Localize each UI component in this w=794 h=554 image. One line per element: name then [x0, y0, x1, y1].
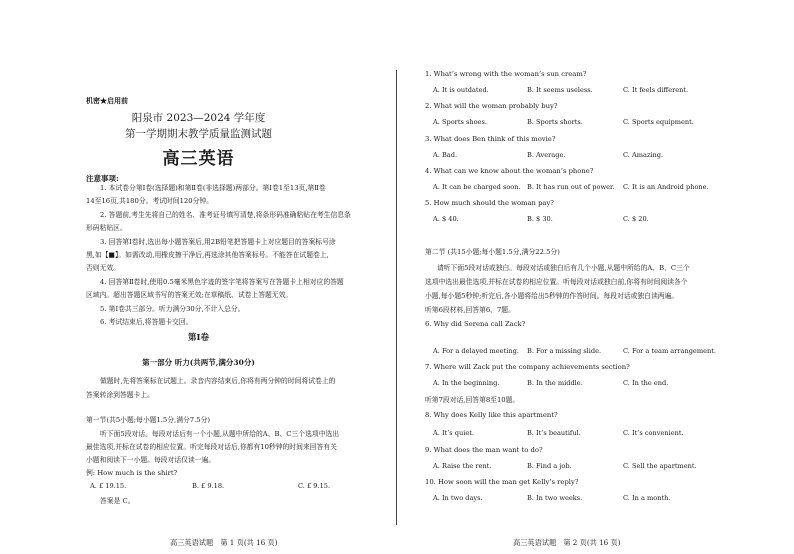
exam-name-title: 第一学期期末教学质量监测试题: [125, 128, 272, 140]
note-2-line-2: 形码粘贴区。: [86, 224, 127, 232]
q6-option-c: C. For a team arrangement.: [623, 347, 716, 355]
section2-intro-line-3: 小题,每小题5秒钟;听完后,各小题将给出5秒钟的作答时间。每段对话或独白读两遍。: [425, 292, 679, 300]
note-3-line-2: 黑,如【■】。如需改动,用橡皮擦干净后,再选涂其他答案标号。不能答在试题卷上,: [86, 251, 329, 259]
example-option-c: C. £ 9.15.: [298, 482, 331, 490]
q10-option-b: B. In two weeks.: [527, 494, 583, 502]
q1-option-c: C. It feels different.: [623, 86, 689, 94]
q5-option-c: C. $ 20.: [623, 215, 649, 223]
q3-option-b: B. Average.: [527, 151, 566, 159]
notes-heading: 注意事项:: [86, 174, 119, 183]
q9-option-a: A. Raise the rent.: [433, 462, 492, 470]
part1-intro-line-2: 答案转涂到答题卡上。: [86, 391, 154, 399]
material-6-instruction: 听第6段材料,回答第6、7题。: [425, 306, 515, 314]
note-1-line-1: 1. 本试卷分第Ⅰ卷(选择题)和第Ⅱ卷(非选择题)两部分。第Ⅰ卷1至13页,第Ⅱ卷: [100, 184, 326, 192]
example-option-a: A. £ 19.15.: [90, 482, 127, 490]
q8-option-b: B. It’s beautiful.: [527, 429, 581, 437]
q4-option-a: A. It can be charged soon.: [433, 183, 521, 191]
q10-option-a: A. In two days.: [433, 494, 483, 502]
page-2-footer: 高三英语试题 第 2 页(共 16 页): [513, 538, 621, 547]
question-1: 1. What’s wrong with the woman’s sun cream?: [425, 70, 587, 78]
q1-option-a: A. It is outdated.: [433, 86, 489, 94]
section2-intro-line-2: 选项中选出最佳选项,并标在试卷的相应位置。听每段对话或独白前,你将有时间阅读各个: [425, 278, 688, 286]
q7-option-b: B. In the middle.: [527, 379, 583, 387]
q9-option-c: C. Sell the apartment.: [623, 462, 697, 470]
question-7: 7. Where will Zack put the company achievements section?: [425, 363, 630, 371]
example-question: 例: How much is the shirt?: [86, 469, 178, 477]
q3-option-a: A. Bad.: [433, 151, 458, 159]
question-6: 6. Why did Serena call Zack?: [425, 320, 526, 328]
note-4-line-1: 4. 回答第Ⅱ卷时,使用0.5毫米黑色字迹的签字笔将答案写在答题卡上相对应的答题: [100, 278, 344, 286]
q7-option-c: C. In the end.: [623, 379, 669, 387]
note-1-line-2: 14至16页,共180分。考试时间120分钟。: [86, 197, 213, 205]
part1-intro-line-1: 做题时,先将答案标在试题上。录音内容结束后,你将有两分钟的时间将试卷上的: [100, 377, 336, 385]
note-2-line-1: 2. 答题前,考生先将自己的姓名、准考证号填写清楚,将条形码准确粘贴在考生信息条: [100, 211, 351, 219]
q6-option-a: A. For a delayed meeting.: [433, 347, 519, 355]
question-8: 8. Why does Kelly like this apartment?: [425, 411, 558, 419]
question-4: 4. What can we know about the woman’s phone?: [425, 167, 594, 175]
section2-heading: 第二节 (共15小题;每小题1.5分,满分22.5分): [425, 248, 560, 256]
q3-option-c: C. Amazing.: [623, 151, 664, 159]
question-5: 5. How much should the woman pay?: [425, 199, 554, 207]
q7-option-a: A. In the beginning.: [433, 379, 500, 387]
question-10: 10. How soon will the man get Kelly’s reply?: [425, 478, 579, 486]
q2-option-c: C. Sports equipment.: [623, 118, 694, 126]
q4-option-b: B. It has run out of power.: [527, 183, 615, 191]
q9-option-b: B. Find a job.: [527, 462, 572, 470]
q2-option-b: B. Sports shorts.: [527, 118, 583, 126]
material-7-instruction: 听第7段对话,回答第8至10题。: [425, 396, 520, 404]
section1-heading: 第一节(共5小题;每小题1.5分,满分7.5分): [86, 416, 211, 424]
q4-option-c: C. It is an Android phone.: [623, 183, 709, 191]
q5-option-b: B. $ 30.: [527, 215, 553, 223]
example-option-b: B. £ 9.18.: [192, 482, 225, 490]
note-5: 5. 第Ⅰ卷共三部分。听力满分30分,不计入总分。: [100, 305, 245, 313]
question-3: 3. What does Ben think of this movie?: [425, 135, 556, 143]
note-3-line-3: 否则无效。: [86, 264, 120, 272]
exam-year-title: 阳泉市 2023—2024 学年度: [131, 112, 266, 124]
note-4-line-2: 区域内。超出答题区域书写的答案无效;在草稿纸、试卷上答题无效。: [86, 291, 293, 299]
subject-title: 高三英语: [162, 149, 235, 169]
q1-option-b: B. It seems useless.: [527, 86, 593, 94]
volume-heading: 第Ⅰ卷: [188, 333, 209, 343]
section1-intro-line-1: 听下面5段对话。每段对话后有一个小题,从题中所给的A、B、C三个选项中选出: [100, 430, 340, 438]
q2-option-a: A. Sports shoes.: [433, 118, 487, 126]
example-answer: 答案是 C。: [100, 497, 135, 505]
page-1-footer: 高三英语试题 第 1 页(共 16 页): [170, 538, 278, 547]
exam-page-2: [397, 0, 794, 554]
section1-intro-line-3: 小题和阅读下一小题。每段对话仅读一遍。: [86, 456, 216, 464]
q8-option-a: A. It’s quiet.: [433, 429, 475, 437]
question-2: 2. What will the woman probably buy?: [425, 102, 558, 110]
part1-heading: 第一部分 听力(共两节,满分30分): [142, 358, 255, 367]
q10-option-c: C. In a month.: [623, 494, 671, 502]
section1-intro-line-2: 最佳选项,并标在试卷的相应位置。听完每段对话后,你都有10秒钟的时间来回答有关: [86, 443, 337, 451]
question-9: 9. What does the man want to do?: [425, 446, 543, 454]
section2-intro-line-1: 请听下面5段对话或独白。每段对话或独白后有几个小题,从题中所给的A、B、C三个: [437, 264, 690, 272]
confidential-label: 机密★启用前: [86, 96, 128, 105]
note-6: 6. 考试结束后,将答题卡交回。: [100, 318, 193, 326]
q8-option-c: C. It’s convenient.: [623, 429, 684, 437]
note-3-line-1: 3. 回答第Ⅰ卷时,选出每小题答案后,用2B铅笔把答题卡上对应题目的答案标号涂: [100, 238, 336, 246]
q6-option-b: B. For a missing slide.: [527, 347, 602, 355]
q5-option-a: A. $ 40.: [433, 215, 459, 223]
